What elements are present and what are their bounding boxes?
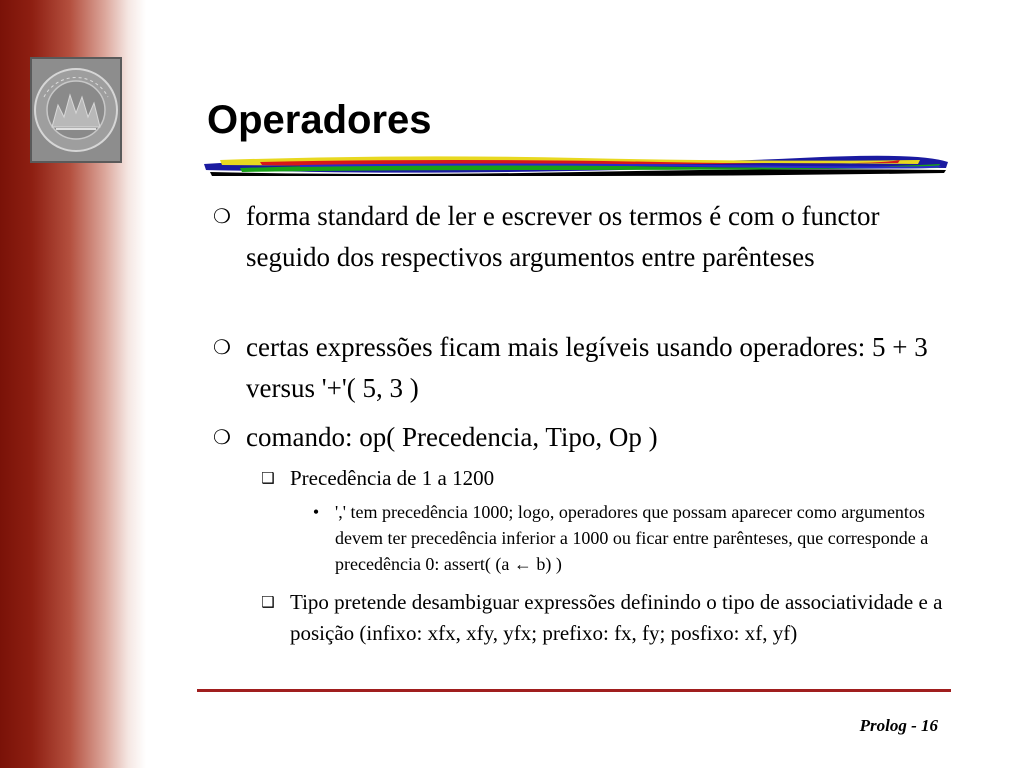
brush-stroke-divider: [200, 150, 952, 182]
hollow-circle-bullet-icon: ❍: [213, 204, 231, 228]
list-item: [260, 463, 960, 494]
dot-bullet-icon: •: [312, 502, 320, 522]
bullet-text: forma standard de ler e escrever os termos é com o functor seguido dos respectivos argumentos entre parênteses: [246, 201, 880, 272]
bullet-text: comando: op( Precedencia, Tipo, Op ): [246, 422, 658, 452]
hollow-square-bullet-icon: ❑: [261, 469, 275, 487]
hollow-square-bullet-icon: ❑: [261, 593, 275, 611]
list-item: [211, 327, 951, 409]
slide-footer: Prolog - 16: [859, 716, 938, 735]
list-item: [260, 587, 960, 649]
bullet-text: Tipo pretende desambiguar expressões definindo o tipo de associatividade e a posição (infixo: xfx, xfy, yfx; prefixo: fx, fy; posfixo: xf, yf): [290, 590, 943, 645]
university-seal-logo: [30, 57, 122, 163]
hollow-circle-bullet-icon: ❍: [213, 425, 231, 449]
list-item: [310, 499, 960, 577]
hollow-circle-bullet-icon: ❍: [213, 335, 231, 359]
bullet-text: Precedência de 1 a 1200: [290, 466, 495, 490]
bullet-text: ',' tem precedência 1000; logo, operadores que possam aparecer como argumentos devem ter precedência inferior a 1000 ou ficar entre parênteses, que corresponde a precedência 0: assert( (a ← b) ): [335, 502, 929, 574]
list-item: [211, 417, 951, 458]
footer-divider: [197, 689, 951, 692]
list-item: [211, 196, 951, 278]
slide-title: Operadores: [207, 98, 432, 142]
bullet-text: certas expressões ficam mais legíveis usando operadores: 5 + 3 versus '+'( 5, 3 ): [246, 332, 928, 403]
